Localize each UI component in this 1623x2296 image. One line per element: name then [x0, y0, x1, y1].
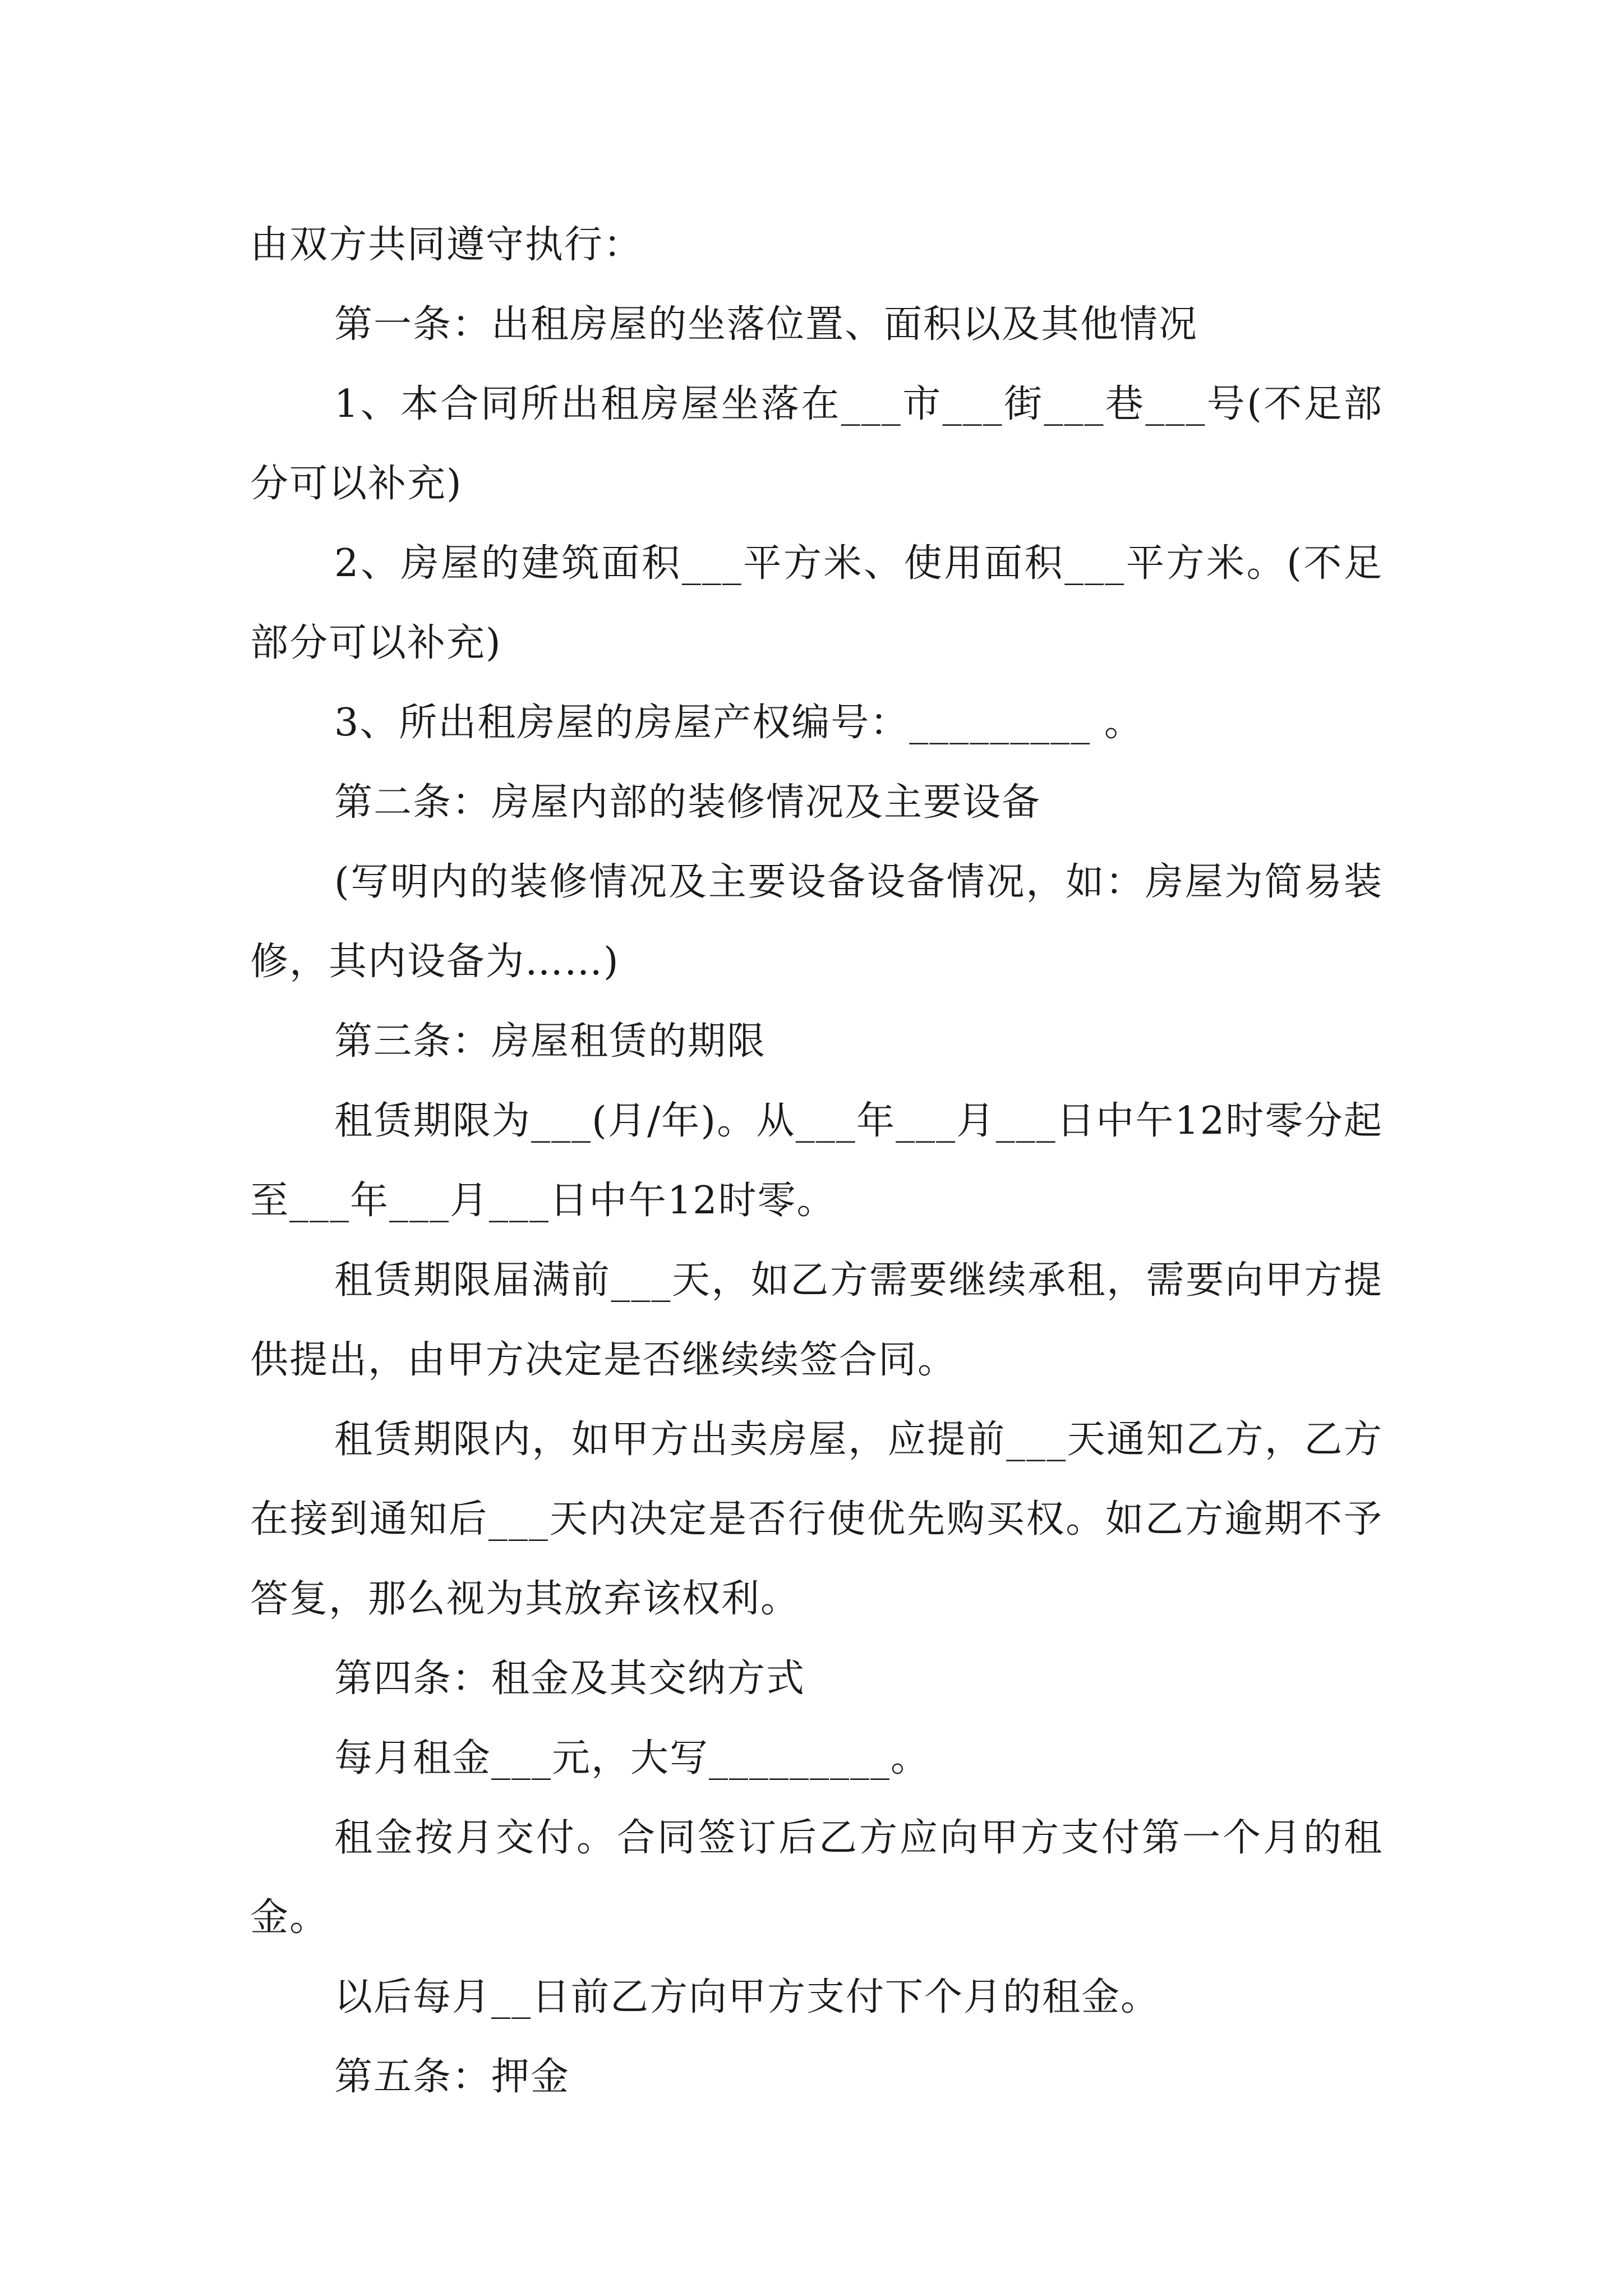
article-3-sale-notice: 租赁期限内，如甲方出卖房屋，应提前___天通知乙方，乙方在接到通知后___天内决定是否行使优先购买权。如乙方逾期不予答复，那么视为其放弃该权利。 — [250, 1418, 1383, 1621]
article-1-item-2: 2、房屋的建筑面积___平方米、使用面积___平方米。(不足部分可以补充) — [250, 541, 1383, 665]
paragraph-intro: 由双方共同遵守执行： — [250, 223, 643, 267]
article-4-heading: 第四条：租金及其交纳方式 — [334, 1657, 806, 1701]
document-body — [250, 205, 1383, 2117]
article-4-payment: 租金按月交付。合同签订后乙方应向甲方支付第一个月的租金。 — [250, 1816, 1383, 1940]
article-5-heading: 第五条：押金 — [334, 2055, 570, 2099]
article-4-later-payments: 以后每月__日前乙方向甲方支付下个月的租金。 — [334, 1975, 1160, 2019]
article-1-item-3: 3、所出租房屋的房屋产权编号：_________ 。 — [334, 701, 1144, 745]
article-1-item-1: 1、本合同所出租房屋坐落在___市___街___巷___号(不足部分可以补充) — [250, 382, 1383, 506]
article-3-renewal: 租赁期限届满前___天，如乙方需要继续承租，需要向甲方提供提出，由甲方决定是否继续续签合同。 — [250, 1258, 1383, 1382]
article-1-heading: 第一条：出租房屋的坐落位置、面积以及其他情况 — [334, 302, 1198, 347]
article-2-note: (写明内的装修情况及主要设备设备情况，如：房屋为简易装修，其内设备为……) — [250, 860, 1383, 984]
article-3-term: 租赁期限为___(月/年)。从___年___月___日中午12时零分起至___年___月___日中午12时零。 — [250, 1099, 1383, 1223]
article-4-monthly-rent: 每月租金___元，大写_________。 — [334, 1736, 930, 1780]
article-2-heading: 第二条：房屋内部的装修情况及主要设备 — [334, 780, 1041, 825]
article-3-heading: 第三条：房屋租赁的期限 — [334, 1019, 767, 1064]
